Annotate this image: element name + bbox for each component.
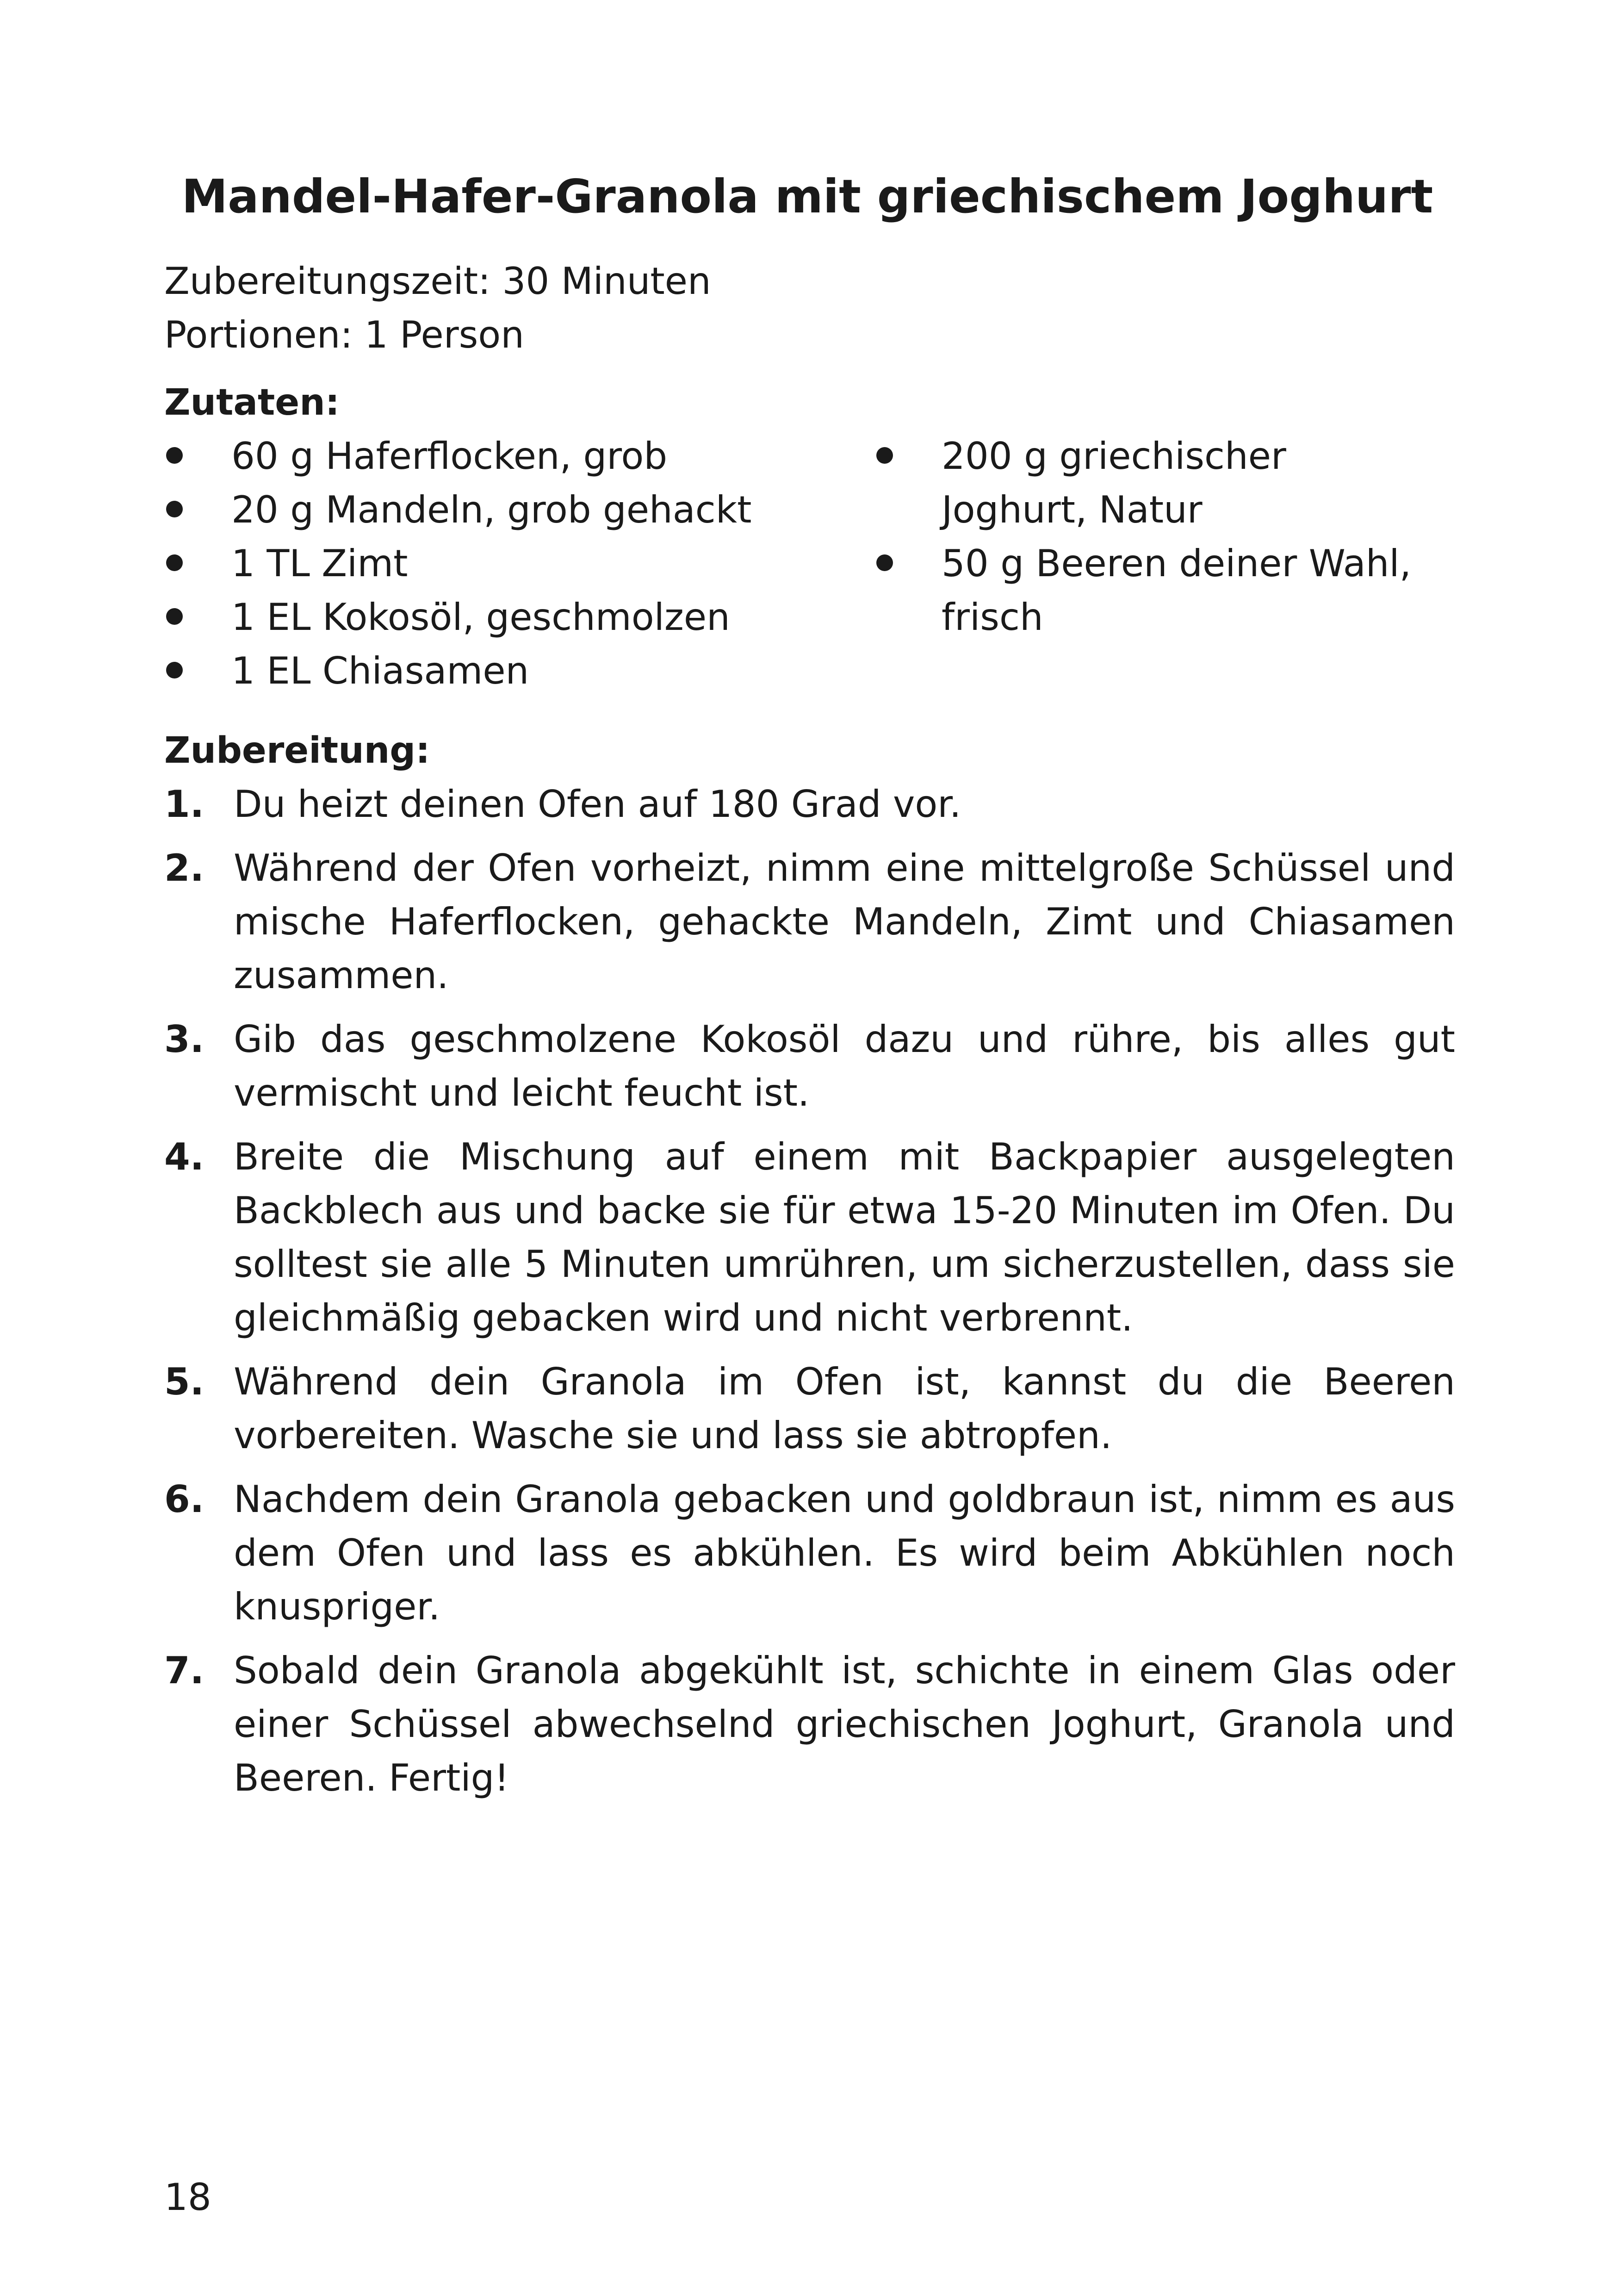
ingredient-item: 50 g Beeren deiner Wahl, frisch [874, 537, 1432, 644]
bullet-icon [166, 447, 183, 464]
step-item: 1. Du heizt deinen Ofen auf 180 Grad vor. [164, 783, 961, 826]
ingredient-item: 1 TL Zimt [164, 537, 751, 591]
recipe-title: Mandel-Hafer-Granola mit griechischem Joghurt [181, 169, 1433, 224]
step-item: 3. Gib das geschmolzene Kokosöl dazu und rühre, bis alles gut vermischt und leicht feucht ist. [164, 1018, 1455, 1114]
bullet-icon [876, 447, 893, 464]
preparation-steps [164, 778, 1455, 1815]
recipe-meta [164, 255, 711, 362]
bullet-icon [166, 608, 183, 625]
bullet-icon [166, 662, 183, 678]
servings: Portionen: 1 Person [164, 313, 524, 356]
ingredient-item: 60 g Haferflocken, grob [164, 429, 751, 483]
ingredients-heading: Zutaten: [164, 382, 340, 423]
ingredients-list-right [874, 429, 1432, 644]
bullet-icon [166, 554, 183, 571]
preparation-heading: Zubereitung: [164, 730, 430, 772]
bullet-icon [166, 501, 183, 517]
ingredients-list-left [164, 429, 751, 698]
step-item: 5. Während dein Granola im Ofen ist, kannst du die Beeren vorbereiten. Wasche sie und lass sie abtropfen. [164, 1360, 1455, 1457]
step-item: 2. Während der Ofen vorheizt, nimm eine mittelgroße Schüssel und mische Haferflocken, gehackte Mandeln, Zimt und Chiasamen zusammen. [164, 846, 1455, 997]
ingredient-item: 20 g Mandeln, grob gehackt [164, 483, 751, 537]
bullet-icon [876, 554, 893, 571]
ingredient-item: 1 EL Chiasamen [164, 644, 751, 698]
ingredient-item: 200 g griechischer Joghurt, Natur [874, 429, 1432, 537]
step-item: 7. Sobald dein Granola abgekühlt ist, schichte in einem Glas oder einer Schüssel abwechselnd griechischen Joghurt, Granola und Beeren. Fertig! [164, 1649, 1455, 1799]
step-item: 6. Nachdem dein Granola gebacken und goldbraun ist, nimm es aus dem Ofen und lass es abkühlen. Es wird beim Abkühlen noch knuspriger. [164, 1478, 1455, 1628]
prep-time: Zubereitungszeit: 30 Minuten [164, 260, 711, 303]
step-item: 4. Breite die Mischung auf einem mit Backpapier ausgelegten Backblech aus und backe sie für etwa 15-20 Minuten im Ofen. Du solltest sie alle 5 Minuten umrühren, um sicherzustellen, dass sie gleichmäßig gebacken wird und nicht verbrennt. [164, 1135, 1455, 1339]
ingredient-item: 1 EL Kokosöl, geschmolzen [164, 591, 751, 644]
page-number: 18 [164, 2176, 211, 2219]
